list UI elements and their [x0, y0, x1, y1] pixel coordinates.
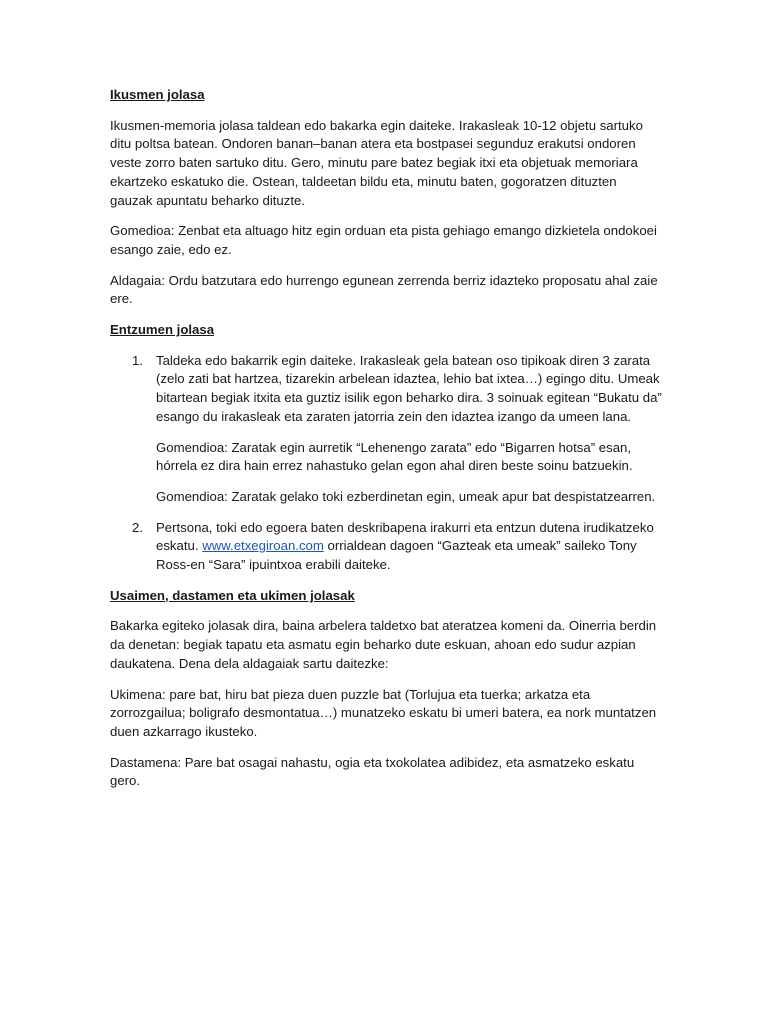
list-item-text-after: orrialdean dagoen “Gazteak eta umeak” saileko Tony Ross-en “Sara” ipuintxoa erabili daiteke. — [156, 538, 637, 573]
list-item-text: Taldeka edo bakarrik egin daiteke. Irakasleak gela batean oso tipikoak diren 3 zarata (zelo zati bat hartzea, tizarekin arbelean idaztea, lehio bat ixtea…) egingo ditu. Umeak bitartean begiak itxita eta guztiz isilik egon beharko dira. 3 soinuak egitean “Bukatu da” esango du irakasleak eta zaraten jatorria zein den idaztea izango da umeen lana. — [156, 352, 662, 424]
list-item-text — [156, 519, 662, 575]
list-item-text-before: Pertsona, toki edo egoera baten deskribapena irakurri eta entzun dutena irudikatzeko eskatu. — [156, 519, 654, 554]
list-item-note: Gomendioa: Zaratak egin aurretik “Lehenengo zarata” edo “Bigarren hotsa” esan, hórrela ez dira hain errez nahastuko gelan egon ahal diren beste soinu batzuekin. — [156, 439, 633, 474]
heading-ikusmen: Ikusmen jolasa — [110, 87, 205, 102]
paragraph-dastamena: Dastamena: Pare bat osagai nahastu, ogia eta txokolatea adibidez, eta asmatzeko eskatu gero. — [110, 754, 635, 789]
paragraph-aldagaia: Aldagaia: Ordu batzutara edo hurrengo egunean zerrenda berriz idazteko proposatu ahal zaie ere. — [110, 272, 658, 307]
list-number: 2. — [132, 519, 143, 535]
paragraph-ukimena: Ukimena: pare bat, hiru bat pieza duen puzzle bat (Torlujua eta tuerka; arkatza eta zorrozgailua; boligrafo desmontatua…) munatzeko eskatu bi umeri batera, ea nork muntatzen duen azkarrago ikusteko. — [110, 686, 657, 739]
etxegiroan-link[interactable]: www.etxegiroan.com — [202, 538, 324, 554]
list-number: 1. — [132, 352, 143, 368]
list-item — [110, 519, 662, 575]
list-item-note: Gomendioa: Zaratak gelako toki ezberdinetan egin, umeak apur bat despistatzearren. — [156, 488, 656, 504]
document-body — [110, 86, 662, 803]
numbered-list — [110, 352, 662, 575]
heading-usaimen: Usaimen, dastamen eta ukimen jolasak — [110, 587, 355, 603]
paragraph-usaimen-intro: Bakarka egiteko jolasak dira, baina arbelera taldetxo bat ateratzea komeni da. Oinerria berdin da denetan: begiak tapatu eta asmatu egin beharko dute eskuan, ahoan edo sudur azpian daukatena. Dena dela aldagaiak sartu daitezke: — [110, 618, 657, 671]
list-item — [110, 352, 662, 507]
heading-entzumen: Entzumen jolasa — [110, 322, 215, 338]
paragraph-gomedioa: Gomedioa: Zenbat eta altuago hitz egin orduan eta pista gehiago emango dizkietela ondokoei esango zaie, edo ez. — [110, 223, 657, 257]
paragraph-ikusmen-intro: Ikusmen-memoria jolasa taldean edo bakarka egin daiteke. Irakasleak 10-12 objetu sartuko ditu poltsa batean. Ondoren banan–banan atera eta bostpasei segunduz erakutsi ondoren veste zorro baten sartuko ditu. Gero, minutu pare batez begiak itxi eta objetuak memoriara ekartzeko eskatuko die. Ostean, taldeetan bildu eta, minutu baten, gogoratzen dituzten gauzak apuntatu beharko dituzte. — [110, 117, 643, 208]
